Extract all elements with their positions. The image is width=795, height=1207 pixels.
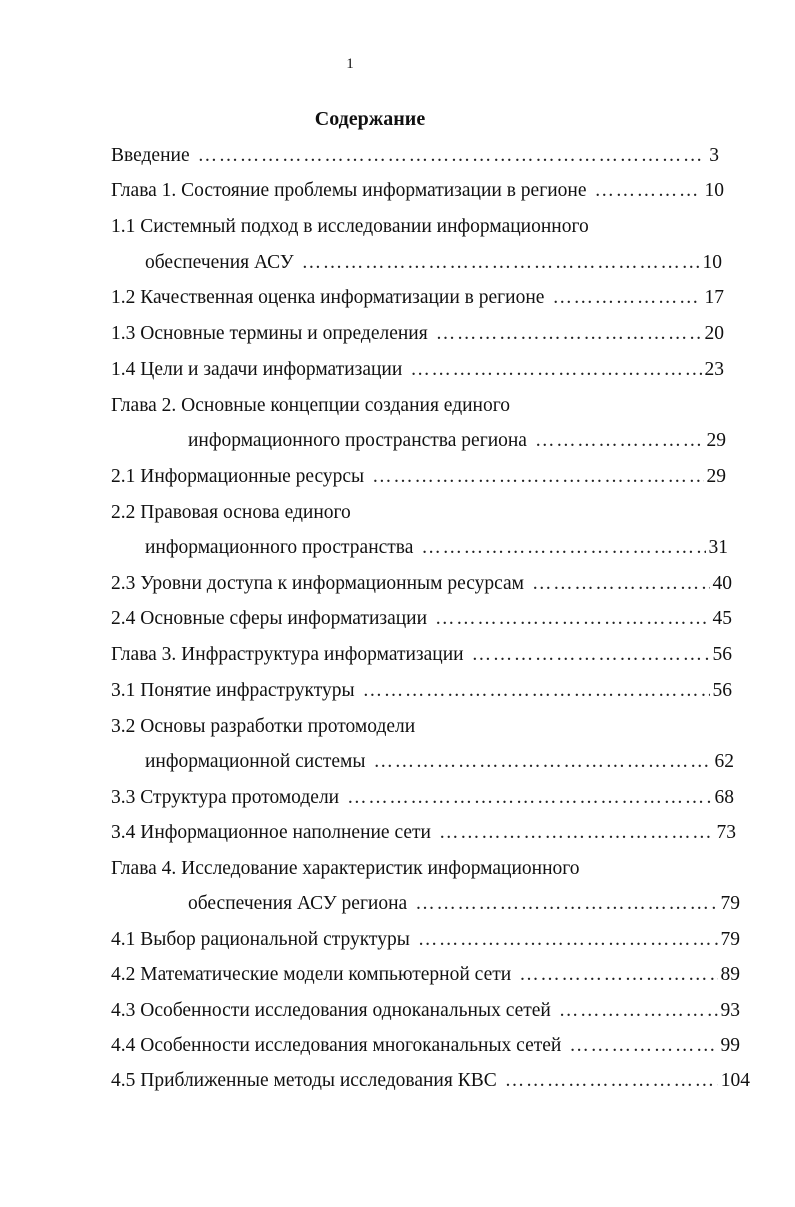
toc-entry-label: 4.5 Приближенные методы исследования КВС: [111, 1070, 497, 1091]
toc-entry-1-2: [111, 284, 724, 312]
toc-entry-label: Введение: [111, 145, 190, 166]
toc-entry-label: обеспечения АСУ региона: [188, 893, 408, 914]
toc-entry-1-4: [111, 356, 724, 384]
toc-entry-label: 4.3 Особенности исследования одноканальных сетей: [111, 1000, 551, 1021]
toc-leader-dots: [519, 961, 717, 989]
toc-entry-3-2-cont: [145, 748, 734, 776]
toc-entry-introduction: [111, 142, 719, 170]
toc-leader-dots: [198, 142, 707, 170]
toc-leader-dots: [436, 320, 702, 348]
toc-entry-2-2: [111, 499, 351, 527]
toc-entry-page: 17: [704, 287, 724, 308]
toc-entry-label: 1.4 Цели и задачи информатизации: [111, 359, 403, 380]
toc-entry-3-4: [111, 819, 736, 847]
toc-entry-label: 1.2 Качественная оценка информатизации в регионе: [111, 287, 545, 308]
toc-entry-page: 79: [720, 893, 740, 914]
toc-entry-label: 4.2 Математические модели компьютерной сети: [111, 964, 512, 985]
toc-entry-3-3: [111, 784, 734, 812]
toc-leader-dots: [410, 356, 701, 384]
toc-entry-2-4: [111, 605, 732, 633]
toc-entry-page: 62: [714, 751, 734, 772]
toc-entry-page: 10: [704, 180, 724, 201]
toc-leader-dots: [363, 677, 710, 705]
toc-entry-4-3: [111, 997, 740, 1025]
toc-entry-chapter-3: [111, 641, 732, 669]
toc-leader-dots: [594, 177, 701, 205]
toc-entry-label: 3.2 Основы разработки протомодели: [111, 716, 416, 737]
toc-entry-4-2: [111, 961, 740, 989]
toc-entry-label: 2.4 Основные сферы информатизации: [111, 608, 428, 629]
toc-entry-page: 68: [714, 787, 734, 808]
toc-leader-dots: [439, 819, 714, 847]
toc-entry-3-2: [111, 713, 415, 741]
toc-entry-page: 89: [720, 964, 740, 985]
toc-entry-label: 3.1 Понятие инфраструктуры: [111, 680, 355, 701]
toc-entry-label: 4.1 Выбор рациональной структуры: [111, 929, 410, 950]
toc-entry-page: 40: [712, 573, 732, 594]
toc-leader-dots: [569, 1032, 717, 1060]
toc-entry-page: 10: [702, 252, 722, 273]
toc-entry-page: 23: [704, 359, 724, 380]
toc-entry-page: 56: [712, 644, 732, 665]
toc-entry-2-3: [111, 570, 732, 598]
toc-entry-label: 2.3 Уровни доступа к информационным ресурсам: [111, 573, 524, 594]
toc-entry-1-3: [111, 320, 724, 348]
toc-entry-page: 29: [706, 466, 726, 487]
toc-entry-chapter-1: [111, 177, 724, 205]
toc-leader-dots: [372, 463, 703, 491]
toc-entry-4-5: [111, 1067, 750, 1095]
toc-entry-label: Глава 1. Состояние проблемы информатизации в регионе: [111, 180, 587, 201]
toc-entry-page: 20: [704, 323, 724, 344]
toc-entry-label: информационной системы: [145, 751, 366, 772]
toc-leader-dots: [418, 926, 718, 954]
toc-leader-dots: [552, 284, 701, 312]
toc-leader-dots: [532, 570, 710, 598]
toc-entry-label: информационного пространства: [145, 537, 414, 558]
toc-entry-2-2-cont: [145, 534, 728, 562]
toc-entry-label: 1.1 Системный подход в исследовании информационного: [111, 216, 589, 237]
toc-entry-page: 104: [720, 1070, 750, 1091]
toc-entry-page: 99: [720, 1035, 740, 1056]
toc-entry-chapter-4-cont: [188, 890, 740, 918]
toc-entry-label: 1.3 Основные термины и определения: [111, 323, 428, 344]
toc-entry-page: 3: [709, 145, 719, 166]
toc-entry-label: 4.4 Особенности исследования многоканальных сетей: [111, 1035, 562, 1056]
toc-leader-dots: [435, 605, 709, 633]
toc-leader-dots: [535, 427, 704, 455]
toc-entry-1-1: [111, 213, 589, 241]
toc-entry-chapter-4: [111, 855, 580, 883]
toc-entry-page: 56: [712, 680, 732, 701]
toc-entry-3-1: [111, 677, 732, 705]
toc-entry-label: 3.4 Информационное наполнение сети: [111, 822, 431, 843]
toc-leader-dots: [505, 1067, 718, 1095]
toc-title: Содержание: [314, 108, 426, 130]
toc-entry-label: 2.2 Правовая основа единого: [111, 502, 351, 523]
toc-entry-label: обеспечения АСУ: [145, 252, 294, 273]
toc-leader-dots: [374, 748, 712, 776]
toc-entry-1-1-cont: [145, 249, 722, 277]
toc-entry-page: 31: [708, 537, 728, 558]
toc-leader-dots: [559, 997, 718, 1025]
toc-entry-page: 79: [720, 929, 740, 950]
toc-entry-label: 2.1 Информационные ресурсы: [111, 466, 365, 487]
toc-leader-dots: [421, 534, 705, 562]
toc-entry-page: 45: [712, 608, 732, 629]
toc-entry-label: информационного пространства региона: [188, 430, 527, 451]
toc-entry-page: 73: [716, 822, 736, 843]
toc-entry-page: 93: [720, 1000, 740, 1021]
page-number: 1: [346, 56, 354, 72]
toc-leader-dots: [472, 641, 710, 669]
toc-entry-label: Глава 2. Основные концепции создания единого: [111, 395, 510, 416]
toc-entry-label: Глава 3. Инфраструктура информатизации: [111, 644, 464, 665]
toc-entry-chapter-2: [111, 392, 510, 420]
toc-entry-2-1: [111, 463, 726, 491]
toc-leader-dots: [415, 890, 717, 918]
toc-entry-chapter-2-cont: [188, 427, 726, 455]
toc-entry-label: Глава 4. Исследование характеристик информационного: [111, 858, 580, 879]
toc-leader-dots: [302, 249, 700, 277]
toc-entry-label: 3.3 Структура протомодели: [111, 787, 340, 808]
toc-leader-dots: [347, 784, 711, 812]
toc-entry-4-1: [111, 926, 740, 954]
toc-entry-page: 29: [706, 430, 726, 451]
toc-entry-4-4: [111, 1032, 740, 1060]
